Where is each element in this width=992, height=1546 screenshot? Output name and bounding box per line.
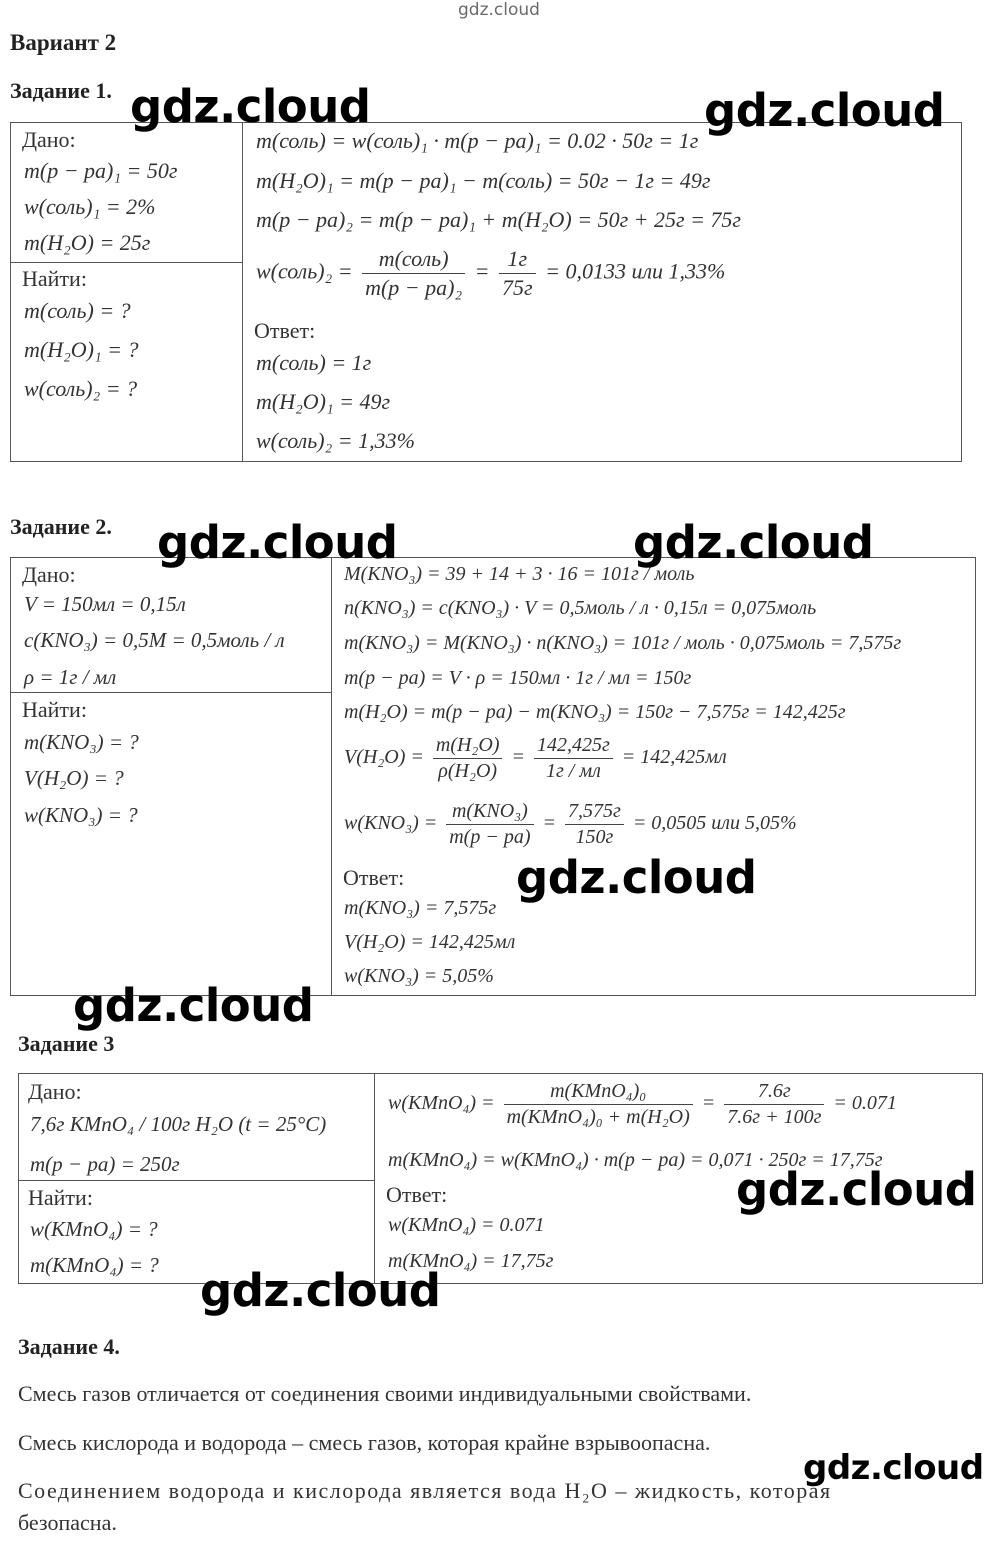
fraction-lhs: w(KMnO₄) = [388, 1092, 495, 1115]
task1-find-label: Найти: [22, 266, 87, 291]
task2-find-line: m(KNO₃) = ? [24, 730, 139, 754]
task3-solution-line: m(KMnO₄) = w(KMnO₄) · m(p − pa) = 0,071 · 250г = 17,75г [388, 1149, 883, 1171]
fraction [534, 734, 613, 783]
task2-solution-line: n(KNO₃) = c(KNO₃) · V = 0,5моль / л · 0,15л = 0,075моль [344, 597, 817, 619]
task2-given-line: c(KNO₃) = 0,5M = 0,5моль / л [24, 628, 285, 652]
task3-find-line: m(KMnO₄) = ? [30, 1253, 159, 1277]
fraction-denominator: 1г / мл [545, 760, 601, 782]
fraction-equals: = [474, 258, 490, 284]
fraction [446, 800, 533, 849]
task2-answer-line: w(KNO₃) = 5,05% [344, 965, 494, 987]
fraction-numerator: 142,425г [534, 734, 613, 759]
fraction-equals: = [701, 1092, 716, 1115]
fraction-rhs: = 0.071 [833, 1092, 897, 1115]
task1-answer-line: w(соль)₂ = 1,33% [256, 428, 415, 453]
task2-title: Задание 2. [10, 514, 112, 539]
task1-divider-vertical [242, 122, 243, 462]
fraction-numerator: m(соль) [362, 246, 465, 274]
task4-paragraph: Соединением водорода и кислорода является вода H₂O – жидкость, которая [18, 1478, 832, 1503]
watermark: gdz.cloud [803, 1448, 984, 1488]
fraction-numerator: m(KNO₃) [446, 800, 533, 825]
task2-fraction-equation [344, 734, 727, 783]
fraction-denominator: 150г [575, 826, 614, 848]
fraction [362, 246, 465, 301]
task1-solution-line: m(p − pa)₂ = m(p − pa)₁ + m(H₂O) = 50г + 25г = 75г [256, 207, 742, 232]
watermark: gdz.cloud [516, 851, 757, 904]
task1-solution-line: m(соль) = w(соль)₁ · m(p − pa)₁ = 0.02 · 50г = 1г [256, 128, 699, 153]
task1-answer-label: Ответ: [254, 318, 316, 343]
task1-divider-horizontal [10, 262, 243, 263]
task2-given-line: ρ = 1г / мл [24, 665, 117, 689]
variant-title: Вариант 2 [10, 30, 117, 55]
fraction-lhs: V(H₂O) = [344, 746, 424, 769]
task2-solution-line: m(KNO₃) = M(KNO₃) · n(KNO₃) = 101г / моль · 0,075моль = 7,575г [344, 632, 902, 654]
task3-divider-horizontal [18, 1180, 375, 1181]
watermark: gdz.cloud [130, 80, 371, 133]
fraction-rhs: = 0,0505 или 5,05% [632, 812, 797, 835]
task4-paragraph: Смесь кислорода и водорода – смесь газов, которая крайне взрывоопасна. [18, 1430, 711, 1455]
task3-find-label: Найти: [28, 1185, 93, 1210]
task1-title: Задание 1. [10, 78, 112, 103]
task1-find-line: m(H₂O)₁ = ? [24, 337, 139, 362]
fraction-rhs: = 142,425мл [621, 746, 727, 769]
task2-find-label: Найти: [22, 697, 87, 722]
task2-solution-line: m(p − pa) = V · ρ = 150мл · 1г / мл = 150г [344, 667, 692, 689]
task3-given-label: Дано: [28, 1079, 82, 1104]
fraction-lhs: w(соль)₂ = [256, 258, 353, 284]
task3-divider-vertical [374, 1073, 375, 1284]
fraction [499, 246, 536, 301]
task4-paragraph: безопасна. [18, 1510, 117, 1535]
fraction [433, 734, 503, 783]
watermark: gdz.cloud [704, 84, 945, 137]
watermark: gdz.cloud [200, 1264, 441, 1317]
fraction-denominator: 7.6г + 100г [727, 1106, 822, 1128]
task3-fraction-equation [388, 1080, 897, 1129]
top-watermark: gdz.cloud [458, 0, 540, 20]
task2-answer-label: Ответ: [343, 865, 405, 890]
task1-answer-line: m(H₂O)₁ = 49г [256, 389, 391, 414]
task3-answer-line: m(KMnO₄) = 17,75г [388, 1250, 554, 1272]
fraction [504, 1080, 693, 1129]
task3-title: Задание 3 [18, 1031, 115, 1056]
fraction-denominator: m(KMnO₄)₀ + m(H₂O) [506, 1106, 690, 1128]
watermark: gdz.cloud [633, 516, 874, 569]
fraction-equals: = [542, 812, 556, 835]
task2-solution-line: m(H₂O) = m(p − pa) − m(KNO₃) = 150г − 7,575г = 142,425г [344, 701, 846, 723]
fraction-numerator: m(H₂O) [433, 734, 503, 759]
task1-fraction-equation [256, 246, 725, 301]
task2-given-line: V = 150мл = 0,15л [24, 592, 186, 616]
fraction-denominator: m(p − pa)₂ [365, 275, 463, 300]
task3-given-line: 7,6г KMnO₄ / 100г H₂O (t = 25°C) [30, 1112, 327, 1136]
fraction-denominator: 75г [502, 275, 533, 300]
task4-paragraph: Смесь газов отличается от соединения своими индивидуальными свойствами. [18, 1381, 752, 1406]
fraction-denominator: ρ(H₂O) [438, 760, 498, 782]
task3-find-line: w(KMnO₄) = ? [30, 1217, 158, 1241]
task4-title: Задание 4. [18, 1334, 120, 1359]
task3-answer-label: Ответ: [386, 1182, 448, 1207]
task2-fraction-equation [344, 800, 797, 849]
fraction-numerator: 7,575г [565, 800, 624, 825]
watermark: gdz.cloud [73, 979, 314, 1032]
fraction [724, 1080, 824, 1129]
watermark: gdz.cloud [157, 516, 398, 569]
task2-find-line: V(H₂O) = ? [24, 766, 124, 790]
fraction-numerator: 7.6г [724, 1080, 824, 1105]
watermark: gdz.cloud [736, 1163, 977, 1216]
task2-divider-horizontal [10, 692, 332, 693]
task2-solution-line: M(KNO₃) = 39 + 14 + 3 · 16 = 101г / моль [344, 563, 695, 585]
fraction-numerator: 1г [499, 246, 536, 274]
task2-given-label: Дано: [22, 562, 76, 587]
fraction-numerator: m(KMnO₄)₀ [504, 1080, 693, 1105]
fraction [565, 800, 624, 849]
task1-given-line: w(соль)₁ = 2% [24, 194, 156, 219]
task1-solution-line: m(H₂O)₁ = m(p − pa)₁ − m(соль) = 50г − 1г = 49г [256, 168, 711, 193]
fraction-denominator: m(p − pa) [449, 826, 531, 848]
fraction-equals: = [511, 746, 525, 769]
task1-given-line: m(H₂O) = 25г [24, 230, 151, 255]
task1-answer-line: m(соль) = 1г [256, 350, 372, 375]
fraction-rhs: = 0,0133 или 1,33% [545, 258, 726, 284]
task3-given-line: m(p − pa) = 250г [30, 1152, 180, 1176]
fraction-lhs: w(KNO₃) = [344, 812, 438, 835]
task2-answer-line: V(H₂O) = 142,425мл [344, 931, 516, 953]
task1-given-label: Дано: [22, 127, 76, 152]
task2-find-line: w(KNO₃) = ? [24, 803, 138, 827]
task3-answer-line: w(KMnO₄) = 0.071 [388, 1214, 545, 1236]
task2-divider-vertical [331, 557, 332, 996]
task2-answer-line: m(KNO₃) = 7,575г [344, 897, 497, 919]
task1-given-line: m(p − pa)₁ = 50г [24, 158, 178, 183]
task1-find-line: m(соль) = ? [24, 298, 131, 323]
task1-find-line: w(соль)₂ = ? [24, 376, 138, 401]
